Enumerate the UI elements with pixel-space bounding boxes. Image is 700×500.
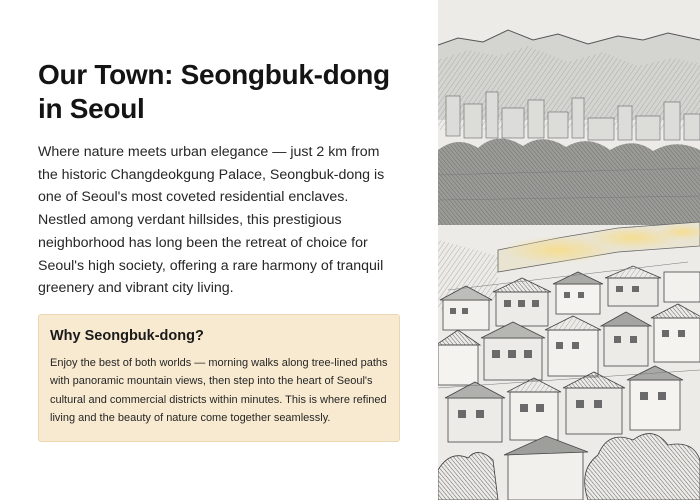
callout-title: Why Seongbuk-dong? [50, 327, 204, 344]
neighborhood-sketch-image [438, 0, 700, 500]
intro-paragraph: Where nature meets urban elegance — just 2 km from the historic Changdeokgung Palace, Seongbuk-dong is one of Seoul's most coveted residential enclaves. Nestled among verdant hillsides, this prestigious neighborhood has long been the retreat of choice for Seoul's high society, offering a rare harmony of tranquil greenery and vibrant city living. [38, 144, 385, 297]
callout-body: Enjoy the best of both worlds — morning walks along tree-lined paths with panoramic mountain views, then step into the heart of Seoul's cultural and commercial districts within minutes. This is where refined living and the beauty of nature come together seamlessly. [50, 356, 388, 424]
sketch-illustration-svg [438, 0, 700, 500]
page-title: Our Town: Seongbuk-dong in Seoul [38, 59, 390, 124]
why-callout-box [38, 314, 400, 442]
